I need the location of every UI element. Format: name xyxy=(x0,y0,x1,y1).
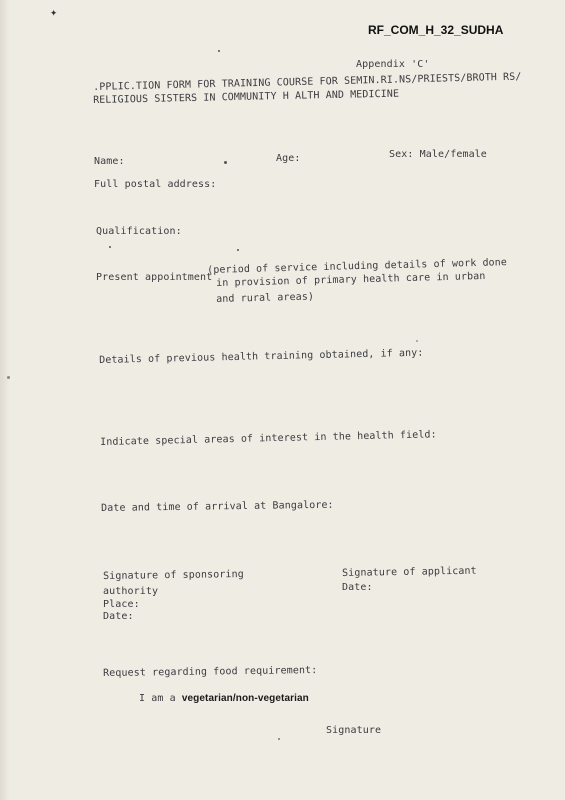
appointment-note-line-3: and rural areas) xyxy=(216,291,315,305)
page-edge-shadow xyxy=(0,0,10,800)
paper-speck xyxy=(109,246,111,248)
reference-code: RF_COM_H_32_SUDHA xyxy=(368,23,504,37)
paper-speck xyxy=(237,249,239,251)
food-choice-value: vegetarian/non-vegetarian xyxy=(181,693,309,704)
sponsor-place-label: Place: xyxy=(103,599,140,610)
address-field-label: Full postal address: xyxy=(94,179,217,190)
applicant-signature-label: Signature of applicant xyxy=(342,565,477,579)
paper-speck xyxy=(224,161,227,164)
applicant-date-label: Date: xyxy=(342,582,373,593)
sex-field-label: Sex: Male/female xyxy=(389,149,487,160)
age-field-label: Age: xyxy=(276,153,301,164)
appointment-field-label: Present appointment xyxy=(96,272,213,283)
appointment-note-line-1: (period of service including details of work done xyxy=(207,257,508,276)
appointment-note-line-2: in provision of primary health care in urban xyxy=(216,270,486,289)
paper-speck xyxy=(218,50,220,52)
sponsor-signature-label: Signature of sponsoring xyxy=(103,569,244,582)
qualification-field-label: Qualification: xyxy=(96,226,182,237)
appendix-label: Appendix 'C' xyxy=(356,59,430,70)
form-title-line-1: .PPLIC.TION FORM FOR TRAINING COURSE FOR SEMIN.RI.NS/PRIESTS/BROTH RS/ xyxy=(93,71,522,93)
pin-mark-icon: ✦ xyxy=(50,5,58,19)
previous-training-field-label: Details of previous health training obtained, if any: xyxy=(99,347,424,366)
paper-speck xyxy=(278,738,280,740)
sponsor-authority-label: authority xyxy=(103,586,159,597)
interest-areas-field-label: Indicate special areas of interest in the health field: xyxy=(100,429,437,448)
form-title-line-2: RELIGIOUS SISTERS IN COMMUNITY H ALTH AND MEDICINE xyxy=(93,88,400,106)
food-request-label: Request regarding food requirement: xyxy=(103,665,318,679)
food-prefix: I am a xyxy=(139,693,176,704)
name-field-label: Name: xyxy=(94,156,125,167)
sponsor-date-label: Date: xyxy=(103,611,134,622)
food-choice-line xyxy=(139,692,309,705)
arrival-field-label: Date and time of arrival at Bangalore: xyxy=(101,499,334,514)
paper-speck xyxy=(7,376,10,379)
final-signature-label: Signature xyxy=(326,725,382,736)
paper-speck xyxy=(416,340,418,342)
